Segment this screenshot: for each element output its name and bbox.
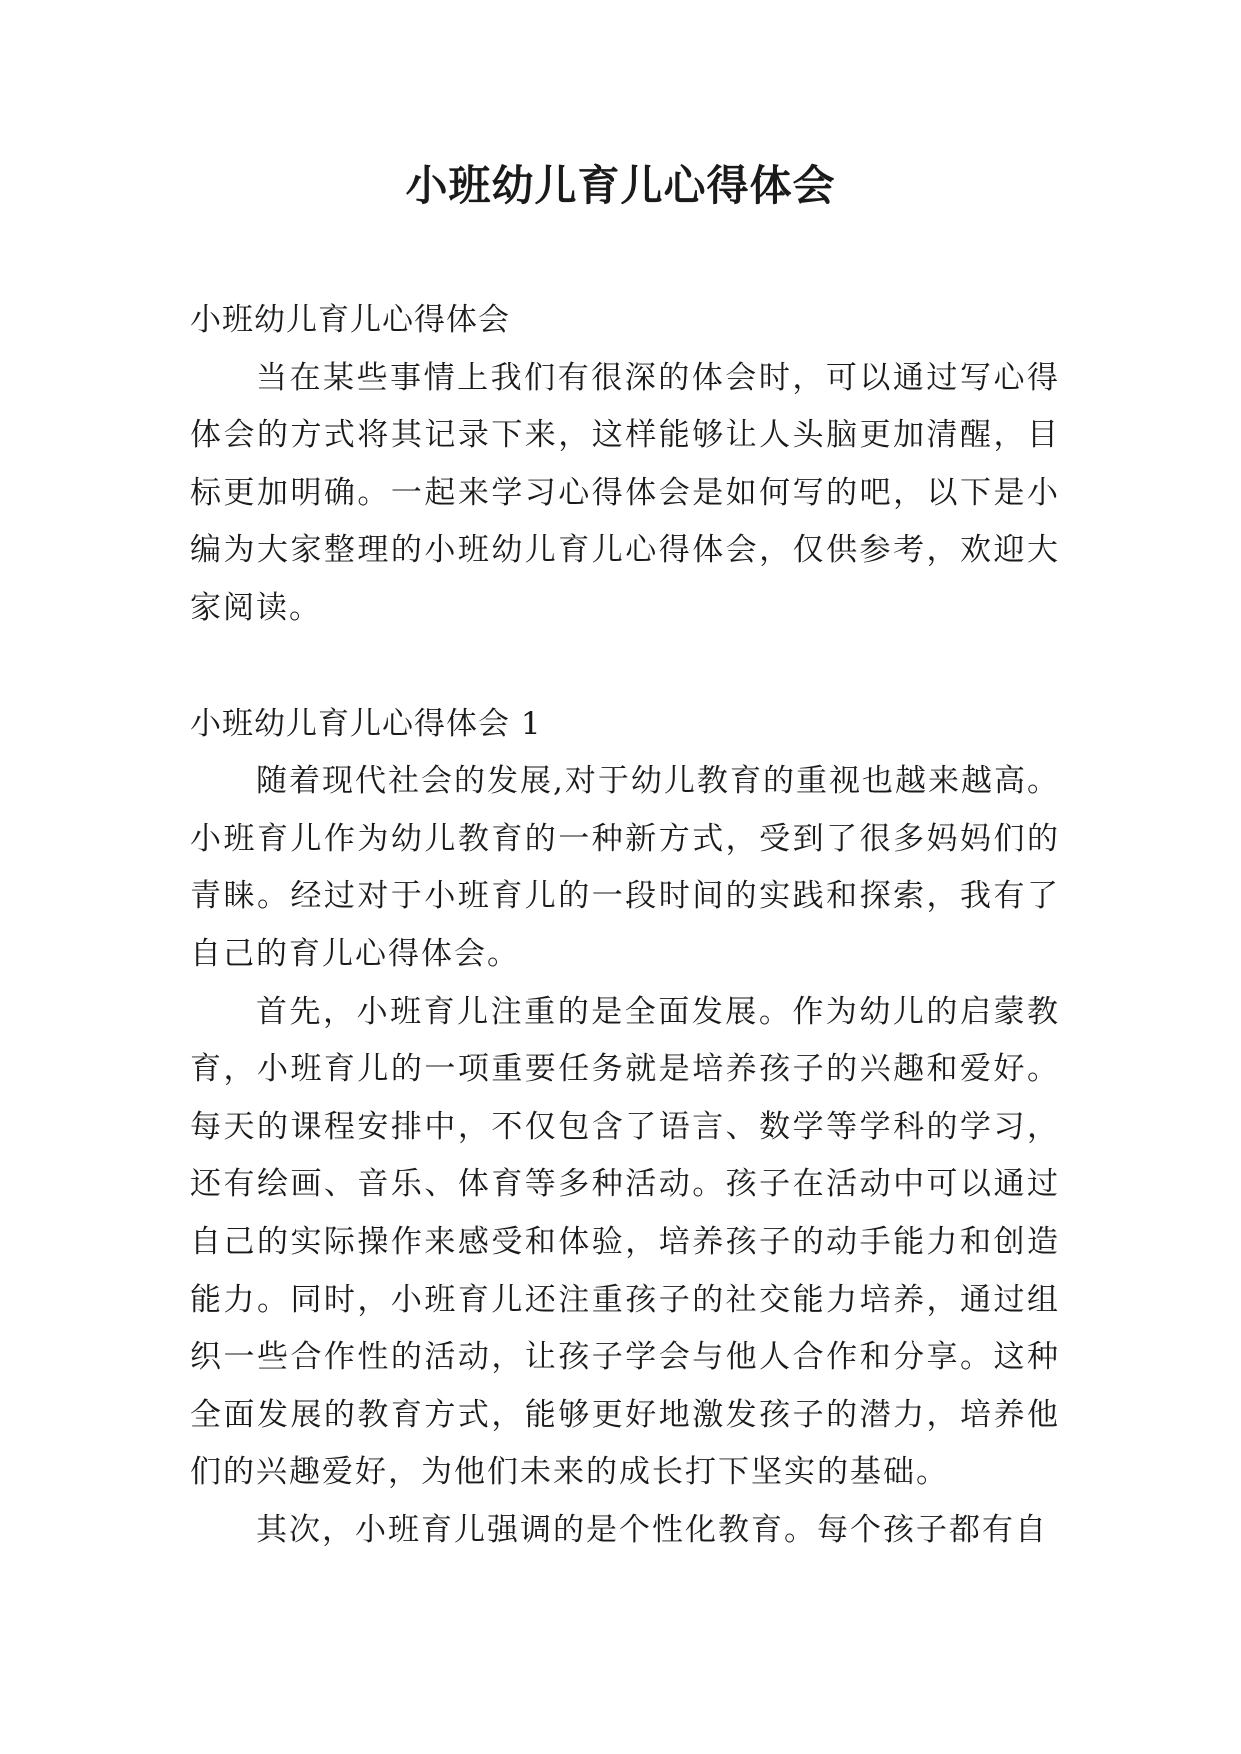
intro-heading: 小班幼儿育儿心得体会 — [190, 302, 510, 338]
body-paragraph-2: 首先，小班育儿注重的是全面发展。作为幼儿的启蒙教育，小班育儿的一项重要任务就是培养孩子的兴趣和爱好。每天的课程安排中，不仅包含了语言、数学等学科的学习，还有绘画、音乐、体育等多种活动。孩子在活动中可以通过自己的实际操作来感受和体验，培养孩子的动手能力和创造能力。同时，小班育儿还注重孩子的社交能力培养，通过组织一些合作性的活动，让孩子学会与他人合作和分享。这种全面发展的教育方式，能够更好地激发孩子的潜力，培养他们的兴趣爱好，为他们未来的成长打下坚实的基础。 — [190, 993, 1060, 1491]
document-body — [190, 292, 1060, 1559]
body-paragraph-3: 其次，小班育儿强调的是个性化教育。每个孩子都有自 — [256, 1511, 1048, 1548]
document-title: 小班幼儿育儿心得体会 — [405, 161, 836, 210]
intro-paragraph: 当在某些事情上我们有很深的体会时，可以通过写心得体会的方式将其记录下来，这样能够让人头脑更加清醒，目标更加明确。一起来学习心得体会是如何写的吧，以下是小编为大家整理的小班幼儿育儿心得体会，仅供参考，欢迎大家阅读。 — [190, 359, 1060, 626]
body-paragraph-1: 随着现代社会的发展,对于幼儿教育的重视也越来越高。小班育儿作为幼儿教育的一种新方式，受到了很多妈妈们的青睐。经过对于小班育儿的一段时间的实践和探索，我有了自己的育儿心得体会。 — [190, 763, 1060, 972]
section-heading: 小班幼儿育儿心得体会 1 — [190, 705, 542, 742]
